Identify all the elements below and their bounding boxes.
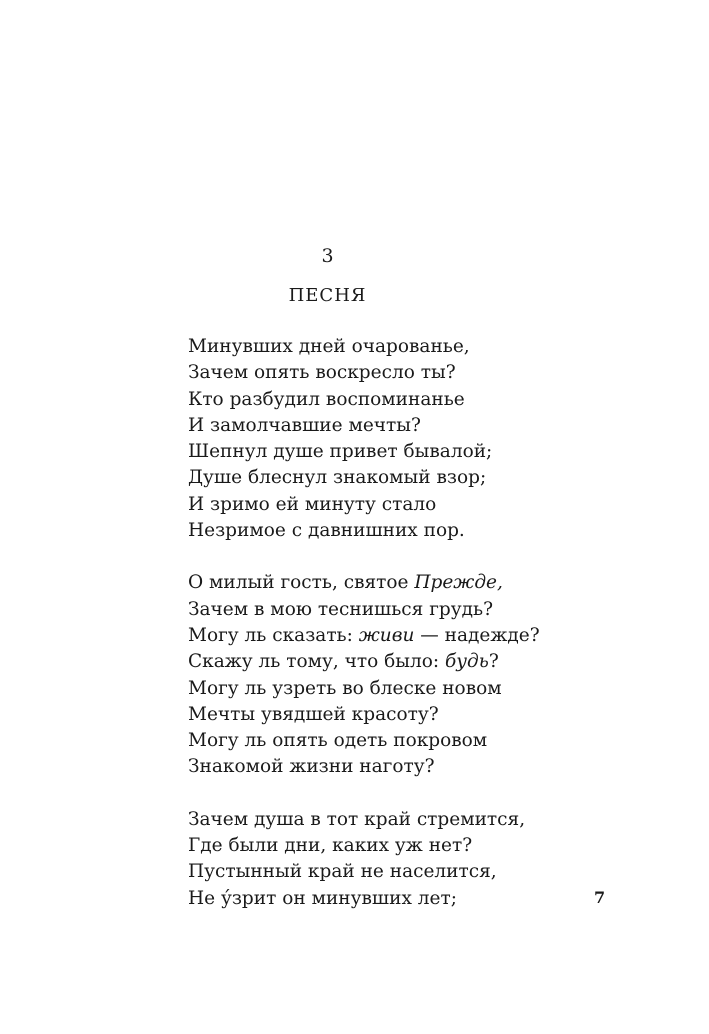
poem-line (188, 413, 588, 439)
line-text: Скажу ль тому, что было: (188, 651, 445, 673)
poem-line (188, 702, 588, 728)
line-text: Пустынный край не населится, (188, 861, 497, 883)
line-text: — надежде? (414, 624, 540, 646)
line-text: Где были дни, каких уж нет? (188, 835, 473, 857)
line-text: Зачем душа в тот край стремится, (188, 808, 526, 830)
line-text: Душе блеснул знакомый взор; (188, 467, 487, 489)
line-text: О милый гость, святое (188, 572, 415, 594)
line-text: Знакомой жизни наготу? (188, 756, 435, 778)
line-text: Кто разбудил воспоминанье (188, 388, 465, 410)
line-text: Незримое с давнишних пор. (188, 520, 465, 542)
poem-line (188, 807, 588, 833)
line-text: Не у́зрит он минувших лет; (188, 887, 457, 909)
line-text: Зачем в мою теснишься грудь? (188, 598, 494, 620)
page-number: 7 (594, 888, 606, 907)
poem-line (188, 623, 588, 649)
poem-body (188, 334, 588, 938)
poem-line (188, 360, 588, 386)
stanza (188, 807, 588, 912)
poem-line (188, 728, 588, 754)
line-text: Мечты увядшей красоту? (188, 703, 439, 725)
poem-line (188, 833, 588, 859)
italic-text: Прежде, (414, 572, 503, 594)
line-text: Могу ль узреть во блеске новом (188, 677, 502, 699)
poem-line (188, 465, 588, 491)
line-text: Могу ль опять одеть покровом (188, 730, 488, 752)
line-text: Шепнул душе привет бывалой; (188, 441, 493, 463)
poem-line (188, 649, 588, 675)
poem-line (188, 676, 588, 702)
poem-title: ПЕСНЯ (288, 285, 367, 306)
line-text: Зачем опять воскресло ты? (188, 362, 456, 384)
line-text: Минувших дней очарованье, (188, 336, 470, 357)
italic-text: живи (358, 624, 415, 646)
line-text: ? (488, 651, 499, 673)
line-text: Могу ль сказать: (188, 624, 359, 646)
line-text: И замолчавшие мечты? (188, 414, 421, 436)
stanza (188, 570, 588, 780)
poem-line (188, 387, 588, 413)
poem-line (188, 859, 588, 885)
poem-line (188, 518, 588, 544)
stanza (188, 334, 588, 544)
italic-text: будь (445, 651, 489, 673)
poem-line (188, 597, 588, 623)
poem-line (188, 570, 588, 596)
poem-line (188, 886, 588, 912)
poem-line (188, 492, 588, 518)
line-text: И зримо ей минуту стало (188, 493, 437, 515)
poem-line (188, 334, 588, 360)
section-number: 3 (321, 245, 334, 267)
poem-line (188, 439, 588, 465)
poem-line (188, 754, 588, 780)
